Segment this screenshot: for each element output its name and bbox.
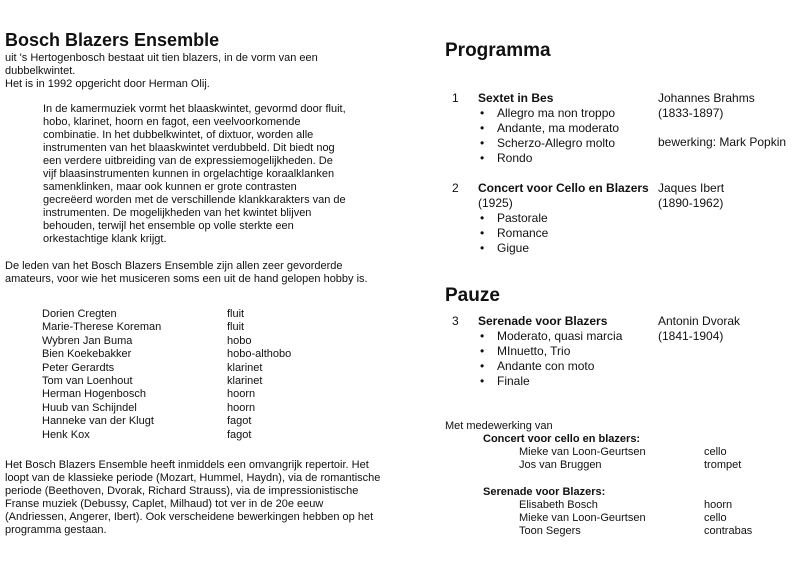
- member-instrument: hobo: [227, 334, 252, 347]
- movement: • Gigue: [478, 241, 658, 256]
- member-row: [42, 362, 385, 375]
- guest-row: [519, 525, 800, 538]
- item-number: 1: [452, 91, 459, 105]
- movement: • Pastorale: [478, 211, 658, 226]
- guest-section-title: Serenade voor Blazers:: [483, 486, 606, 498]
- movements-list: [478, 329, 658, 389]
- guest-row: [519, 459, 800, 472]
- member-row: [42, 321, 385, 334]
- guest-name: Toon Segers: [519, 525, 581, 537]
- member-name: Marie-Therese Koreman: [42, 321, 162, 334]
- guest-performers: [445, 420, 800, 538]
- arrangement: bewerking: Mark Popkin: [658, 135, 787, 149]
- guest-instrument: cello: [704, 512, 727, 524]
- composer-name: Johannes Brahms: [658, 91, 755, 105]
- guest-row: [519, 446, 800, 459]
- member-instrument: klarinet: [227, 374, 263, 387]
- ensemble-title: Bosch Blazers Ensemble: [5, 30, 220, 50]
- members-intro: De leden van het Bosch Blazers Ensemble zijn allen zeer gevorderde amateurs, voor wie het musiceren soms een uit de hand gelopen hobby is.: [5, 260, 368, 285]
- intro-line-1: uit 's Hertogenbosch bestaat uit tien blazers, in de vorm van een dubbelkwintet.: [5, 52, 318, 77]
- movement: • MInuetto, Trio: [478, 344, 658, 359]
- movement: • Andante, ma moderato: [478, 121, 658, 136]
- composer-block: [658, 181, 800, 211]
- member-name: Bien Koekebakker: [42, 348, 132, 361]
- movement: • Moderato, quasi marcia: [478, 329, 658, 344]
- movement: • Rondo: [478, 151, 658, 166]
- item-number: 2: [452, 181, 459, 195]
- pauze-heading: Pauze: [445, 284, 500, 306]
- movement: • Romance: [478, 226, 658, 241]
- composer-years: (1841-1904): [658, 329, 724, 343]
- member-instrument: klarinet: [227, 361, 263, 374]
- guest-instrument: contrabas: [704, 525, 753, 537]
- item-number: 3: [452, 314, 459, 328]
- work-title-suffix: (1925): [478, 196, 513, 210]
- work-title: Concert voor Cello en Blazers: [478, 181, 649, 195]
- guest-name: Mieke van Loon-Geurtsen: [519, 446, 646, 458]
- movement: • Andante con moto: [478, 359, 658, 374]
- repertoire-paragraph: Het Bosch Blazers Ensemble heeft inmiddels een omvangrijk repertoir. Het loopt van de klassieke periode (Mozart, Hummel, Haydn), via de romantische periode (Beethoven, Dvorak, Richard Strauss), via de impressionistische Franse muziek (Debussy, Caplet, Milhaud) tot ver in de 20e eeuw (Andriessen, Angerer, Ibert). Ook verscheidene bewerkingen hebben op het programma gestaan.: [5, 458, 381, 536]
- guest-section-title: Concert voor cello en blazers:: [483, 433, 641, 445]
- member-row: [42, 348, 385, 361]
- member-instrument: hoorn: [227, 401, 256, 414]
- work-block: [478, 314, 658, 389]
- guest-name: Mieke van Loon-Geurtsen: [519, 512, 646, 524]
- composer-years: (1890-1962): [658, 196, 724, 210]
- member-name: Peter Gerardts: [42, 361, 115, 374]
- member-name: Tom van Loenhout: [42, 374, 133, 387]
- guest-name: Jos van Bruggen: [519, 459, 602, 471]
- member-row: [42, 308, 385, 321]
- member-name: Huub van Schijndel: [42, 401, 137, 414]
- member-instrument: fagot: [227, 415, 252, 428]
- member-name: Herman Hogenbosch: [42, 388, 146, 401]
- intro-line-2: Het is in 1992 opgericht door Herman Olij.: [5, 78, 210, 90]
- member-row: [42, 335, 385, 348]
- work-block: [478, 91, 658, 166]
- member-name: Hanneke van der Klugt: [42, 415, 154, 428]
- work-title: Serenade voor Blazers: [478, 314, 608, 328]
- guest-row: [519, 499, 800, 512]
- guest-performers-label: Met medewerking van: [445, 420, 553, 432]
- member-instrument: hobo-althobo: [227, 348, 292, 361]
- programme-column: [445, 40, 800, 537]
- movement: • Allegro ma non troppo: [478, 106, 658, 121]
- composer-block: [658, 314, 800, 344]
- guest-name: Elisabeth Bosch: [519, 499, 598, 511]
- member-instrument: hoorn: [227, 388, 256, 401]
- member-name: Wybren Jan Buma: [42, 334, 133, 347]
- member-row: [42, 388, 385, 401]
- movement: • Finale: [478, 374, 658, 389]
- member-row: [42, 375, 385, 388]
- work-block: [478, 181, 658, 256]
- wind-quintet-description: In de kamermuziek vormt het blaaskwintet, gevormd door fluit, hobo, klarinet, hoorn en fagot, een veelvoorkomende combinatie. In het dubbelkwintet, of dixtuor, worden alle instrumenten van het blaaskwintet verdubbeld. Dit biedt nog een verdere uitbreiding van de expressiemogelijkheden. De vijf blaasinstrumenten kunnen in orgelachtige koraalklanken samenklinken, maar ook kunnen er grote contrasten gecreëerd worden met de verschillende klankkarakters van de instrumenten. De mogelijkheden van het kwintet blijven behouden, terwijl het ensemble op volle sterkte een orkestachtige klank krijgt.: [43, 103, 346, 245]
- member-name: Dorien Cregten: [42, 308, 117, 320]
- composer-name: Antonin Dvorak: [658, 314, 741, 328]
- ensemble-intro: [5, 52, 385, 91]
- member-row: [42, 429, 385, 442]
- guest-instrument: trompet: [704, 459, 742, 471]
- movement: • Scherzo-Allegro molto: [478, 136, 658, 151]
- composer-years: (1833-1897): [658, 106, 724, 120]
- movements-list: [478, 106, 658, 166]
- member-row: [42, 402, 385, 415]
- programma-heading: Programma: [445, 40, 551, 61]
- guest-instrument: hoorn: [704, 499, 733, 511]
- ensemble-info-column: [5, 30, 385, 537]
- work-title: Sextet in Bes: [478, 91, 554, 105]
- guest-row: [519, 512, 800, 525]
- member-instrument: fagot: [227, 428, 252, 441]
- member-instrument: fluit: [227, 321, 245, 334]
- movements-list: [478, 211, 658, 256]
- composer-name: Jaques Ibert: [658, 181, 725, 195]
- member-instrument: fluit: [227, 308, 245, 320]
- member-name: Henk Kox: [42, 428, 90, 441]
- members-list: [42, 308, 385, 442]
- member-row: [42, 415, 385, 428]
- guest-instrument: cello: [704, 446, 727, 458]
- composer-block: [658, 91, 800, 121]
